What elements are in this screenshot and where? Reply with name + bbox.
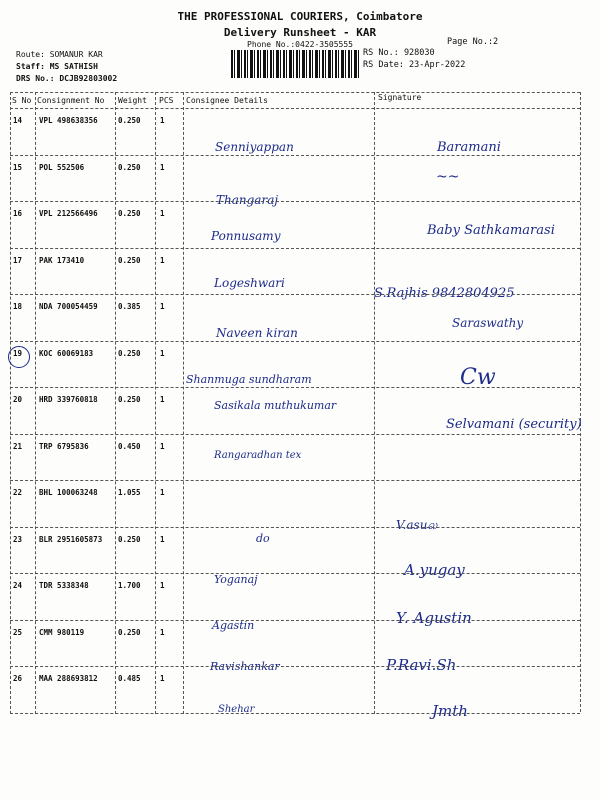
row-signature: P.Ravi.Sh (386, 655, 457, 674)
col-pcs: PCS (159, 96, 174, 105)
row-signature: Cw (460, 364, 496, 390)
row-sno: 17 (13, 255, 23, 265)
row-consignee-handwritten: Shehar (218, 704, 255, 715)
row-weight: 0.250 (118, 395, 141, 404)
row-sno: 24 (13, 581, 23, 590)
row-pcs: 1 (160, 302, 165, 311)
row-pcs: 1 (160, 581, 165, 590)
staff: Staff: MS SATHISH (16, 62, 98, 71)
barcode-image (231, 50, 361, 78)
row-weight: 0.385 (118, 302, 141, 311)
row-signature: Baramani (437, 140, 501, 155)
row-sno: 21 (13, 441, 23, 451)
row-weight: 0.485 (118, 674, 141, 683)
row-weight: 0.250 (118, 627, 141, 637)
row-consignee-handwritten: Naveen kiran (216, 326, 298, 340)
col-weight: Weight (118, 96, 147, 105)
row-pcs: 1 (160, 162, 165, 172)
row-pcs: 1 (160, 395, 165, 404)
row-consignee-handwritten: Ravishankar (210, 659, 280, 673)
row-sno: 26 (13, 674, 23, 683)
row-consignment: PAK 173410 (39, 255, 85, 265)
row-weight: 0.450 (118, 441, 141, 451)
col-signature: Signature (378, 93, 422, 102)
col-consignee: Consignee Details (186, 96, 268, 105)
row-signature: Jmth (432, 702, 468, 720)
row-consignee-handwritten: Senniyappan (215, 140, 294, 154)
row-pcs: 1 (160, 534, 165, 544)
row-consignment: MAA 288693812 (39, 674, 98, 683)
route: Route: SOMANUR KAR (16, 50, 103, 59)
row-signature: Saraswathy (452, 316, 524, 330)
row-weight: 0.250 (118, 116, 141, 125)
row-pcs: 1 (160, 255, 165, 265)
row-consignment: NDA 700054459 (39, 302, 98, 311)
row-sno: 16 (13, 209, 23, 218)
col-consignment: Consignment No (37, 96, 105, 105)
page-number: Page No.:2 (447, 37, 499, 47)
drs-number: DRS No.: DCJB92803002 (16, 74, 118, 83)
row-pcs: 1 (160, 209, 165, 218)
row-pcs: 1 (160, 674, 165, 683)
row-consignee-handwritten: Thangaraj (216, 192, 279, 207)
row-consignment: HRD 339760818 (39, 395, 98, 404)
row-pcs: 1 (160, 488, 165, 497)
row-consignee-handwritten: Sasikala muthukumar (214, 399, 337, 412)
row-consignment: KOC 60069183 (39, 348, 94, 358)
row-sno: 20 (13, 395, 23, 404)
row-weight: 0.250 (118, 209, 141, 218)
row-consignment: TDR 5338348 (39, 581, 89, 590)
row-sno: 23 (13, 534, 23, 544)
row-signature: ~~ (436, 168, 460, 185)
row-consignee-handwritten: Agastin (212, 619, 255, 632)
row-sno: 15 (13, 162, 23, 172)
col-sno: S No (12, 96, 32, 105)
row-pcs: 1 (160, 116, 165, 125)
rs-date: RS Date: 23-Apr-2022 (363, 60, 466, 70)
row-weight: 0.250 (118, 348, 141, 358)
row-sno: 14 (13, 116, 23, 125)
row-consignment: VPL 212566496 (39, 209, 98, 218)
row-signature: Selvamani (security) (446, 417, 582, 432)
row-pcs: 1 (160, 441, 165, 451)
row-consignee-handwritten: Logeshwari (214, 275, 285, 290)
row-consignee-handwritten: do (256, 532, 270, 545)
row-weight: 0.250 (118, 162, 141, 172)
row-consignment: BHL 100063248 (39, 488, 98, 497)
row-consignment: VPL 498638356 (39, 116, 98, 125)
phone-number: Phone No.:0422-3505555 (247, 40, 353, 49)
row-consignment: TRP 6795836 (39, 441, 89, 451)
row-consignee-handwritten: Yoganaj (214, 572, 258, 586)
row-consignment: POL 552506 (39, 162, 85, 172)
row-signature: Baby Sathkamarasi (427, 223, 555, 238)
row-consignee-handwritten: Ponnusamy (211, 229, 281, 243)
row-signature: V.asuல (396, 518, 438, 532)
row-signature: A.yugay (404, 560, 465, 579)
row-consignee-handwritten: Rangaradhan tex (214, 449, 302, 461)
row-pcs: 1 (160, 348, 165, 358)
row-sno: 19 (13, 348, 23, 358)
row-consignment: CMM 980119 (39, 627, 85, 637)
row-sno: 25 (13, 627, 23, 637)
row-weight: 0.250 (118, 255, 141, 265)
row-weight: 0.250 (118, 534, 141, 544)
row-pcs: 1 (160, 627, 165, 637)
handwritten-circle (8, 346, 30, 368)
row-sno: 22 (13, 488, 23, 497)
row-weight: 1.700 (118, 581, 141, 590)
row-signature: Y. Agustin (396, 609, 472, 627)
row-consignment: BLR 2951605873 (39, 534, 103, 544)
row-sno: 18 (13, 302, 23, 311)
row-weight: 1.055 (118, 488, 141, 497)
rs-number: RS No.: 928030 (363, 48, 435, 58)
row-signature: S.Rajhis 9842804925 (374, 285, 515, 301)
row-consignee-handwritten: Shanmuga sundharam (186, 372, 312, 386)
company-name: THE PROFESSIONAL COURIERS, Coimbatore (177, 10, 423, 23)
runsheet-title: Delivery Runsheet - KAR (223, 26, 377, 39)
